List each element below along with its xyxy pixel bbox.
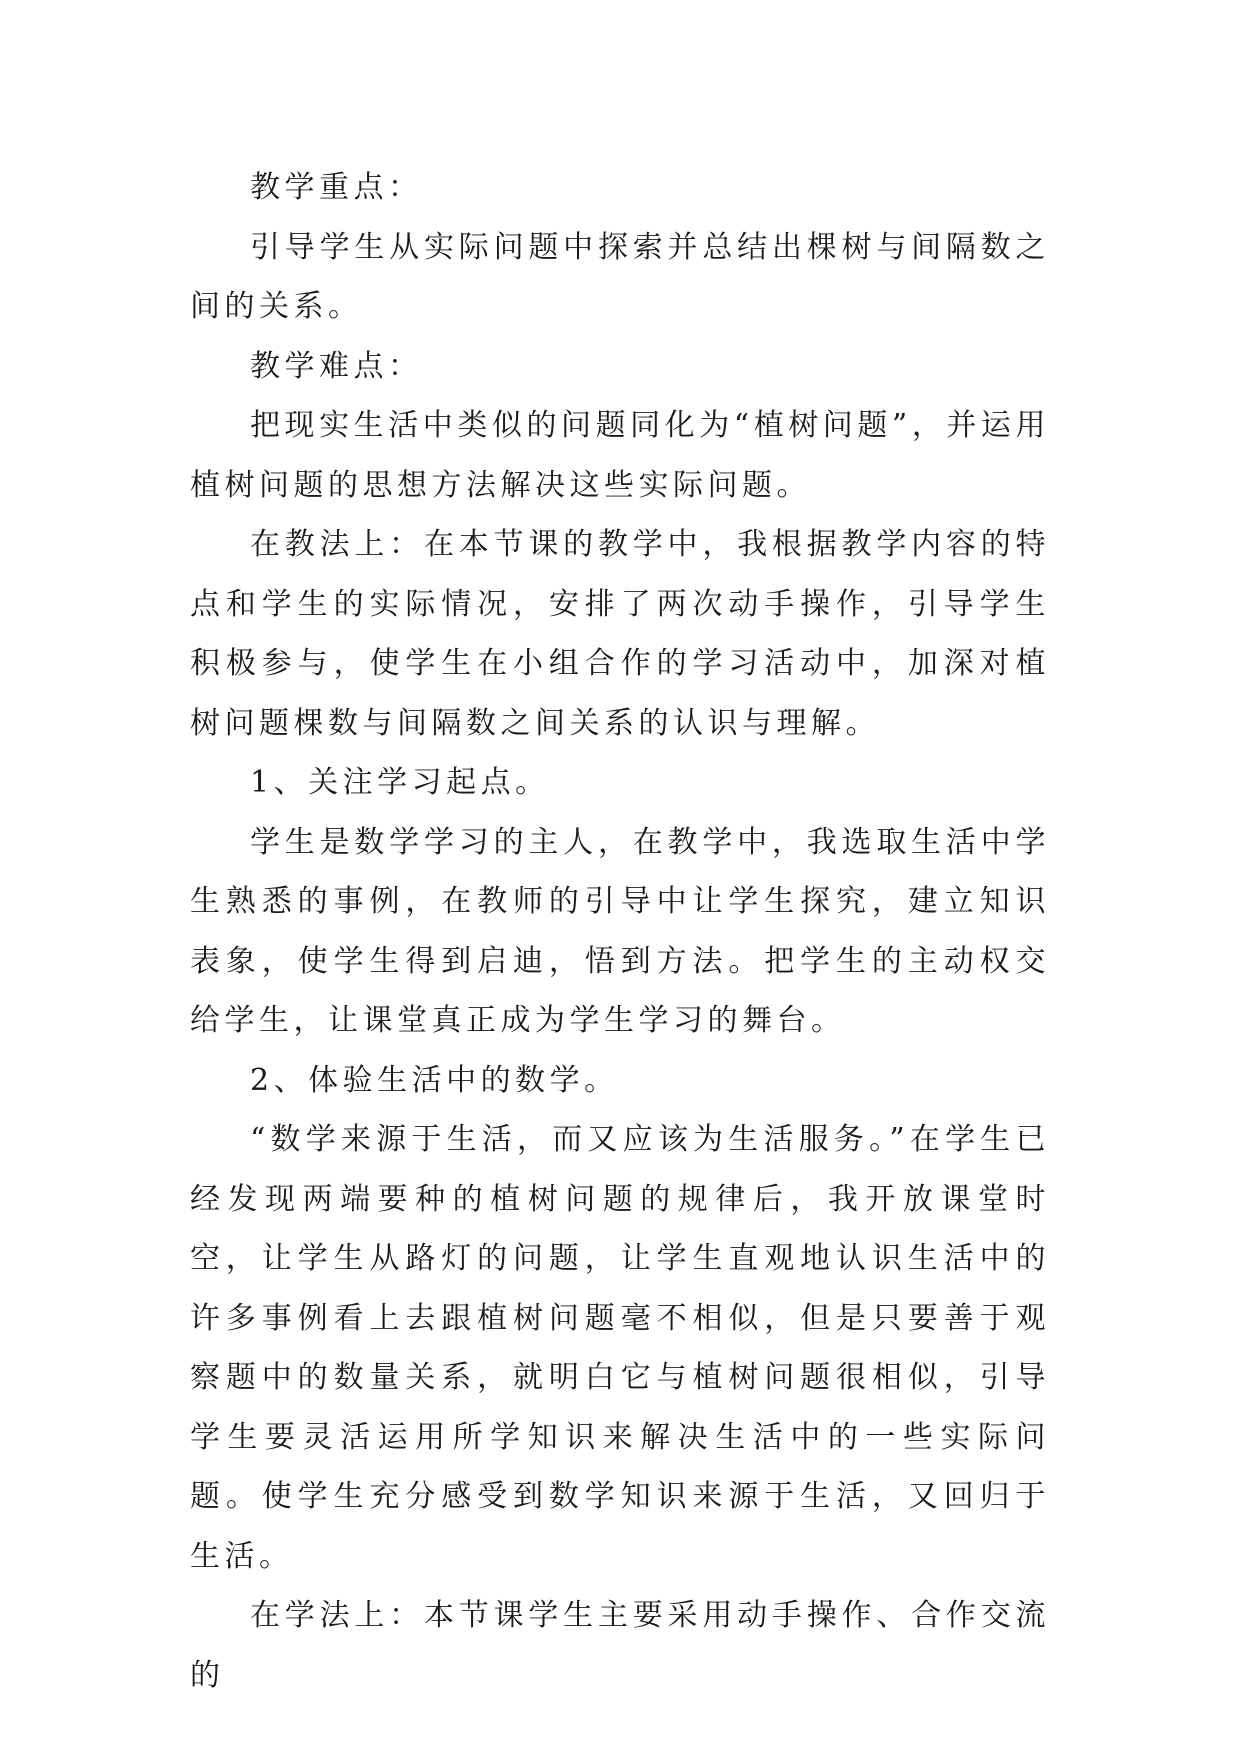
heading-math-in-life: 2、体验生活中的数学。 [250,1062,619,1098]
document-body [190,158,1050,1705]
heading-teaching-difficulty: 教学难点： [250,348,423,384]
heading-learning-starting-point: 1、关注学习起点。 [250,765,550,800]
paragraph-learning-starting-point: 学生是数学学习的主人，在教学中，我选取生活中学生熟悉的事例，在教师的引导中让学生探究，建立知识表象，使学生得到启迪，悟到方法。把学生的主动权交给学生，让课堂真正成为学生学习的舞台。 [190,824,1050,1038]
paragraph-teaching-difficulty: 把现实生活中类似的问题同化为“植树问题”，并运用植树问题的思想方法解决这些实际问题。 [190,408,1050,503]
paragraph-teaching-method: 在教法上：在本节课的教学中，我根据教学内容的特点和学生的实际情况，安排了两次动手操作，引导学生积极参与，使学生在小组合作的学习活动中，加深对植树问题棵数与间隔数之间关系的认识与理解。 [190,527,1050,741]
heading-teaching-focus: 教学重点： [250,170,423,205]
paragraph-teaching-focus: 引导学生从实际问题中探索并总结出棵树与间隔数之间的关系。 [190,229,1050,324]
paragraph-learning-method: 在学法上：本节课学生主要采用动手操作、合作交流的 [190,1598,1050,1693]
paragraph-math-in-life: “数学来源于生活，而又应该为生活服务。”在学生已经发现两端要种的植树问题的规律后，我开放课堂时空，让学生从路灯的问题，让学生直观地认识生活中的许多事例看上去跟植树问题毫不相似，但是只要善于观察题中的数量关系，就明白它与植树问题很相似，引导学生要灵活运用所学知识来解决生活中的一些实际问题。使学生充分感受到数学知识来源于生活，又回归于生活。 [190,1122,1050,1574]
